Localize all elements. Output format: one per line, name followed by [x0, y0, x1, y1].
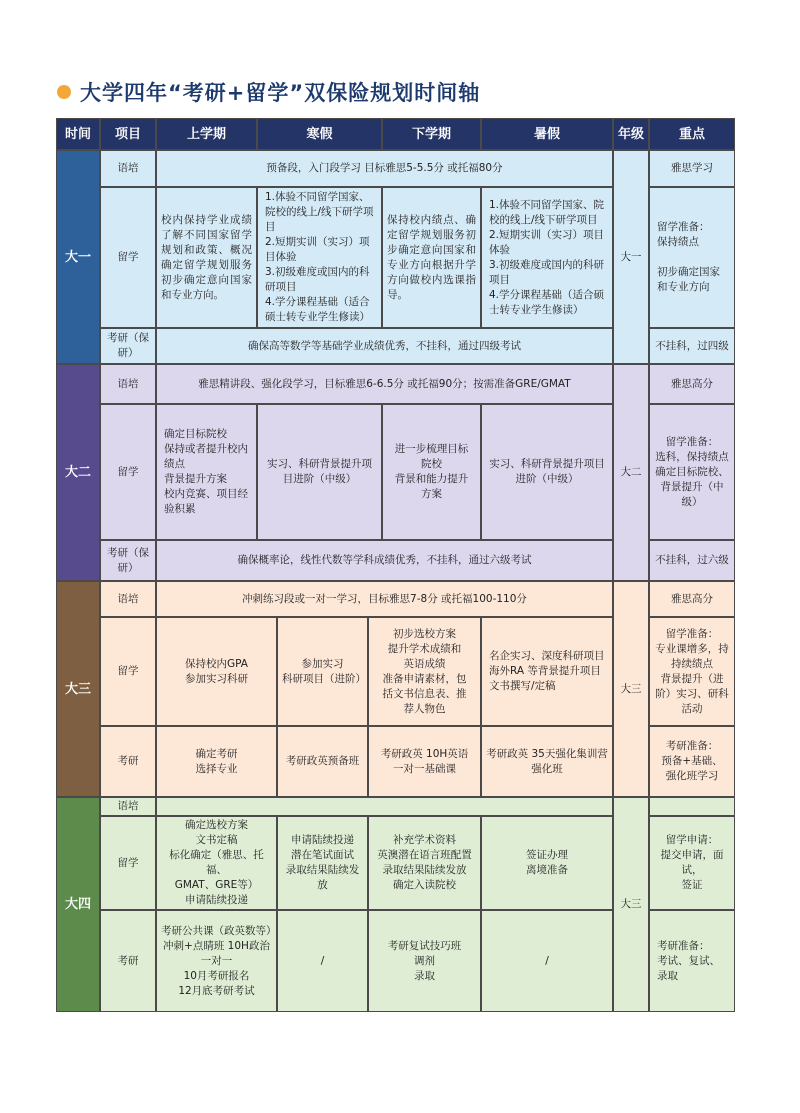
page-title: 大学四年“考研+留学”双保险规划时间轴: [80, 81, 481, 105]
list-item: 考研政英 10H英语: [380, 747, 469, 760]
year4-yupei-content: [156, 797, 613, 816]
list-item: 校内竞赛、项目经验积累: [164, 488, 248, 515]
year1-yupei-focus: 雅思学习: [649, 150, 735, 187]
year3-kaoyan-summer: [481, 726, 613, 797]
year4-yupei-item: 语培: [100, 797, 156, 816]
list-item: 确定入读院校: [393, 879, 456, 891]
focus-line: 活动: [681, 702, 703, 715]
focus-line: 级）: [681, 495, 703, 508]
year4-kaoyan-semester1: [156, 910, 277, 1012]
list-item: 10月考研报名: [183, 969, 250, 982]
list-item: 英语成绩: [403, 657, 446, 670]
focus-line: 提交申请，面试，: [660, 849, 724, 876]
list-item: 离境准备: [526, 864, 568, 876]
list-item: 考研政英 35天强化集训营: [486, 747, 608, 760]
list-item: 括文书信息表、推: [382, 687, 467, 700]
year2-yupei-item: 语培: [100, 364, 156, 404]
title-block: [57, 76, 480, 108]
list-item: 补充学术资料: [393, 834, 456, 846]
list-item: 考研公共课（政英数等）: [161, 924, 277, 937]
year4-liuxue-focus: [649, 816, 735, 910]
list-item: 参加实习: [301, 657, 344, 670]
year3-liuxue-semester1: [156, 617, 277, 726]
year2-grade: 大二: [613, 364, 649, 581]
year4-kaoyan-item: 考研: [100, 910, 156, 1012]
focus-line: 签证: [681, 879, 703, 891]
list-item: 确定目标院校: [164, 428, 227, 440]
year1-grade: 大一: [613, 150, 649, 364]
year3-liuxue-item: 留学: [100, 617, 156, 726]
year4-liuxue-item: 留学: [100, 816, 156, 910]
focus-line: 阶）实习、研科: [655, 687, 729, 700]
list-item: 英澳潜在语言班配置: [377, 849, 472, 861]
list-item: 准备申请素材，包: [382, 672, 467, 685]
list-item: 一对一: [200, 954, 233, 967]
year3-kaoyan-focus: [649, 726, 735, 797]
list-item: 实习、科研背景提升项目: [489, 458, 605, 470]
year4-liuxue-summer: [481, 816, 613, 910]
year2-label: 大二: [56, 364, 100, 581]
focus-line: 专业课增多，持: [655, 642, 729, 655]
list-item: 参加实习科研: [185, 672, 248, 685]
header-winter: 寒假: [257, 118, 382, 150]
year2-liuxue-semester2: [382, 404, 481, 540]
list-item: 3.初级难度或国内的科研项目: [489, 258, 605, 286]
list-item: 录取结果陆续发放: [382, 864, 467, 876]
list-item: 文书撰写/定稿: [489, 680, 556, 692]
list-item: 一对一基础课: [393, 762, 456, 775]
list-item: 名企实习、深度科研项目: [489, 650, 605, 662]
focus-line: 确定目标院校、: [655, 465, 729, 478]
focus-line: 留学申请：: [665, 834, 719, 846]
year1-liuxue-summer: [481, 187, 613, 328]
year4-kaoyan-summer: /: [481, 910, 613, 1012]
list-item: 实习、科研背景提升项: [267, 458, 372, 470]
list-item: 2.短期实训（实习）项目体验: [265, 236, 370, 263]
year3-kaoyan-semester1: [156, 726, 277, 797]
list-item: 2.短期实训（实习）项目体验: [489, 228, 605, 256]
list-item: 方案: [421, 488, 442, 500]
focus-line: [657, 250, 720, 265]
year2-liuxue-focus: [649, 404, 735, 540]
focus-line: 考研准备：: [665, 740, 719, 752]
year1-kaoyan-content: 确保高等数学等基础学业成绩优秀，不挂科，通过四级考试: [156, 328, 613, 364]
year1-liuxue-semester1: 校内保持学业成绩了解不同国家留学规划和政策、概况确定留学规划服务初步确定意向国家和专业方向。: [156, 187, 257, 328]
bullet-dot-icon: [57, 85, 71, 99]
focus-line: 留学准备：: [665, 435, 719, 448]
year3-liuxue-winter: [277, 617, 368, 726]
list-item: 目进阶（中级）: [282, 473, 357, 485]
year4-label: 大四: [56, 797, 100, 1012]
list-item: 选择专业: [195, 762, 238, 775]
list-item: 申请陆续投递: [185, 894, 248, 906]
list-item: 确定选校方案: [185, 819, 248, 831]
list-item: GMAT、GRE等）: [174, 879, 259, 891]
year1-liuxue-winter: [257, 187, 382, 328]
list-item: 1.体验不同留学国家、院校的线上/线下研学项目: [265, 191, 374, 233]
list-item: 12月底考研考试: [178, 984, 255, 997]
year3-yupei-focus: 雅思高分: [649, 581, 735, 617]
list-item: 潜在笔试面试: [291, 849, 354, 861]
year1-liuxue-item: 留学: [100, 187, 156, 328]
year3-liuxue-summer: [481, 617, 613, 726]
list-item: 背景提升方案: [164, 473, 227, 485]
focus-line: 保持绩点: [657, 236, 699, 248]
year2-kaoyan-focus: 不挂科，过六级: [649, 540, 735, 581]
list-item: 荐人物色: [403, 702, 446, 715]
list-item: 4.学分课程基础（适合硕士转专业学生修读）: [265, 296, 370, 323]
header-time: 时间: [56, 118, 100, 150]
focus-line: 和专业方向: [657, 281, 710, 293]
year3-kaoyan-item: 考研: [100, 726, 156, 797]
header-semester1: 上学期: [156, 118, 257, 150]
focus-line: 预备+基础、: [661, 755, 723, 767]
timeline-table: [56, 118, 735, 1012]
focus-line: 强化班学习: [665, 770, 719, 782]
year4-kaoyan-winter: /: [277, 910, 368, 1012]
year2-liuxue-item: 留学: [100, 404, 156, 540]
year1-liuxue-semester2: 保持校内绩点、确定留学规划服务初步确定意向国家和专业方向根据升学方向做校内选课指导。: [382, 187, 481, 328]
year1-label: 大一: [56, 150, 100, 364]
focus-line: 留学准备：: [665, 627, 719, 640]
year1-kaoyan-item: 考研（保研）: [100, 328, 156, 364]
list-item: 录取: [414, 969, 435, 982]
list-item: 科研项目（进阶）: [282, 672, 366, 685]
list-item: 进阶（中级）: [515, 473, 579, 485]
list-item: 考研复试技巧班: [387, 939, 462, 952]
year1-yupei-content: 预备段，入门段学习 目标雅思5-5.5分 或托福80分: [156, 150, 613, 187]
focus-line: 背景提升（中: [660, 480, 724, 493]
year2-liuxue-summer: [481, 404, 613, 540]
focus-line: 持续绩点: [671, 657, 713, 670]
focus-line: 初步确定国家: [657, 266, 720, 278]
header-grade: 年级: [613, 118, 649, 150]
list-item: 4.学分课程基础（适合硕士转专业学生修读）: [489, 288, 605, 316]
list-item: 确定考研: [195, 747, 238, 760]
year1-yupei-item: 语培: [100, 150, 156, 187]
year3-grade: 大三: [613, 581, 649, 797]
list-item: 院校: [421, 458, 442, 470]
list-item: 文书定稿: [195, 834, 238, 846]
year2-yupei-content: 雅思精讲段、强化段学习，目标雅思6-6.5分 或托福90分；按需准备GRE/GMAT: [156, 364, 613, 404]
year3-liuxue-focus: [649, 617, 735, 726]
year4-liuxue-semester1: [156, 816, 277, 910]
header-item: 项目: [100, 118, 156, 150]
list-item: 调剂: [414, 954, 435, 967]
year3-kaoyan-winter: 考研政英预备班: [277, 726, 368, 797]
year4-liuxue-semester2: [368, 816, 481, 910]
list-item: 初步选校方案: [393, 627, 456, 640]
list-item: 申请陆续投递: [291, 834, 354, 846]
list-item: 保持或者提升校内绩点: [164, 443, 248, 470]
year4-kaoyan-semester2: [368, 910, 481, 1012]
year2-yupei-focus: 雅思高分: [649, 364, 735, 404]
focus-line: 考研准备：: [657, 939, 710, 952]
list-item: 进一步梳理目标: [394, 443, 469, 455]
year4-liuxue-winter: [277, 816, 368, 910]
year3-liuxue-semester2: [368, 617, 481, 726]
list-item: 标化确定（雅思、托福、: [169, 849, 264, 876]
list-item: 签证办理: [526, 849, 568, 861]
year2-kaoyan-item: 考研（保研）: [100, 540, 156, 581]
list-item: 提升学术成绩和: [387, 642, 462, 655]
list-item: 录取结果陆续发放: [285, 864, 360, 891]
focus-line: 选科，保持绩点: [655, 450, 729, 463]
focus-line: 背景提升（进: [660, 672, 724, 685]
year3-yupei-item: 语培: [100, 581, 156, 617]
year2-liuxue-winter: [257, 404, 382, 540]
list-item: 1.体验不同留学国家、院校的线上/线下研学项目: [489, 198, 605, 226]
year1-liuxue-focus: [649, 187, 735, 328]
header-focus: 重点: [649, 118, 735, 150]
year3-yupei-content: 冲刺练习段或一对一学习，目标雅思7-8分 或托福100-110分: [156, 581, 613, 617]
year3-label: 大三: [56, 581, 100, 797]
year4-grade: 大三: [613, 797, 649, 1012]
list-item: 背景和能力提升: [394, 473, 469, 485]
year4-yupei-focus: [649, 797, 735, 816]
list-item: 保持校内GPA: [185, 657, 248, 670]
header-semester2: 下学期: [382, 118, 481, 150]
list-item: 强化班: [531, 762, 563, 775]
year1-kaoyan-focus: 不挂科，过四级: [649, 328, 735, 364]
year2-liuxue-semester1: [156, 404, 257, 540]
year2-kaoyan-content: 确保概率论，线性代数等学科成绩优秀，不挂科，通过六级考试: [156, 540, 613, 581]
header-summer: 暑假: [481, 118, 613, 150]
year3-kaoyan-semester2: [368, 726, 481, 797]
list-item: 海外RA 等背景提升项目: [489, 665, 601, 677]
focus-line: 考试、复试、录取: [657, 954, 720, 982]
year4-kaoyan-focus: [649, 910, 735, 1012]
focus-line: 留学准备：: [657, 221, 710, 233]
list-item: 冲刺+点睛班 10H政治: [163, 939, 270, 952]
list-item: 3.初级难度或国内的科研项目: [265, 266, 370, 293]
